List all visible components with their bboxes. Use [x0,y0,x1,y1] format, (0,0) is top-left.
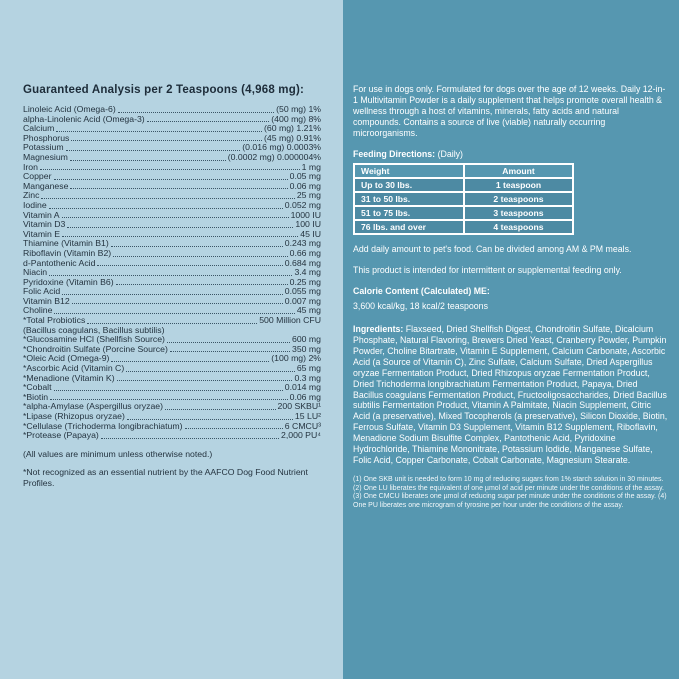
nutrient-name: Manganese [23,180,69,191]
analysis-row [23,383,321,393]
feeding-table-row [354,178,573,192]
dotted-leader [118,112,274,113]
nutrient-value: 0.055 mg [284,286,321,297]
nutrient-value: 100 IU [295,219,321,230]
feeding-directions-table [353,163,574,235]
nutrient-name: Riboflavin (Vitamin B2) [23,247,112,258]
dotted-leader [116,284,288,285]
enzyme-unit-footnotes: (1) One SKB unit is needed to form 10 mg of reducing sugars from 1% starch solution in 30 minutes. (2) One LU liberates the equivalent of one µmol of acid per minute under the conditions of the assay. (3) One CMCU liberates one µmol of reducing sugar per minute under the conditions of the assay. (4) One PU liberates one microgram of tyrosine per hour under the conditions of the assay. [353,475,667,510]
dotted-leader [54,313,294,314]
analysis-row [23,297,321,307]
nutrient-name: *Cellulase (Trichoderma longibrachiatum) [23,420,183,431]
analysis-row [23,278,321,288]
analysis-row [23,374,321,384]
nutrient-name: alpha-Linolenic Acid (Omega-3) [23,113,145,124]
feeding-directions-heading [353,149,668,160]
guaranteed-analysis-title: Guaranteed Analysis per 2 Teaspoons (4,968 mg): [23,84,305,96]
nutrient-value: 200 SKBU¹ [277,401,321,412]
analysis-row [23,431,321,441]
nutrient-value: 0.06 mg [289,180,321,191]
dotted-leader [62,294,283,295]
analysis-row [23,182,321,192]
nutrient-value: (100 mg) 2% [271,353,321,364]
ingredients-label: Ingredients: [353,324,404,335]
dotted-leader [71,140,262,141]
feeding-table-cell: 3 teaspoons [464,206,573,220]
nutrient-value: (0.016 mg) 0.0003% [242,142,321,153]
nutrient-value: (50 mg) 1% [276,104,321,114]
feeding-table-cell: 31 to 50 lbs. [354,192,464,206]
nutrient-name: Phosphorus [23,132,70,143]
nutrient-name: Zinc [23,190,40,201]
dotted-leader [49,275,292,276]
feeding-table-header-cell: Weight [354,164,464,178]
nutrient-value: 3.4 mg [294,267,321,278]
dotted-leader [56,131,262,132]
nutrient-name: Folic Acid [23,286,61,297]
aafco-note: *Not recognized as an essential nutrient by the AAFCO Dog Food Nutrient Profiles. [23,467,308,488]
nutrient-name: Choline [23,305,53,316]
nutrient-name: Thiamine (Vitamin B1) [23,238,109,249]
calorie-content-label: Calorie Content (Calculated) ME: [353,286,490,297]
nutrient-value: 0.243 mg [284,238,321,249]
feeding-table-body [354,178,573,234]
nutrient-value: (60 mg) 1.21% [264,123,321,134]
nutrient-value: 25 mg [296,190,321,201]
nutrient-name: *Ascorbic Acid (Vitamin C) [23,363,125,374]
ingredients-paragraph [353,324,668,466]
nutrient-name: Potassium [23,142,64,153]
feeding-table-cell: 4 teaspoons [464,220,573,234]
dotted-leader [127,419,293,420]
feeding-table-cell: 2 teaspoons [464,192,573,206]
dotted-leader [70,188,287,189]
nutrient-value: 0.3 mg [294,372,321,383]
dotted-leader [54,390,283,391]
nutrient-value: (0.0002 mg) 0.000004% [227,151,321,162]
dotted-leader [70,160,226,161]
add-daily-text: Add daily amount to pet's food. Can be divided among AM & PM meals. [353,244,632,255]
nutrient-value: 600 mg [292,334,321,345]
dotted-leader [40,169,300,170]
nutrient-name: Pyridoxine (Vitamin B6) [23,276,114,287]
analysis-row [23,201,321,211]
nutrient-value: 65 mg [296,363,321,374]
feeding-table-cell: 1 teaspoon [464,178,573,192]
ingredients-text: Flaxseed, Dried Shellfish Digest, Chondroitin Sulfate, Dicalcium Phosphate, Natural Flavoring, Brewers Dried Yeast, Cranberry Powder, Pumpkin Powder, Choline Bitartrate, Vitamin E Supplement, Calcium Carbonate, Ascorbic Acid (a Source of Vitamin C), Zinc Sulfate, Calcium Sulfate, Dried Aspergillus oryzae Fermentation Product, Dried Rhizopus oryzae Fermentation Product, Dried Trichoderma longibrachiatum Fermentation Product, Papaya, Dried Bacillus coagulans Fermentation Product, Fructooligosaccharides, Dried Bacillus subtilis Fermentation Product, Vitamin A Palmitate, Niacin Supplement, Citric Acid (a preservative), Mixed Tocopherols (a preservative), Silicon Dioxide, Biotin, Ferrous Sulfate, Vitamin D3 Supplement, Vitamin B12 Supplement, Riboflavin, Menadione Sodium Bisulfite Complex, Pantothenic Acid, Pyridoxine Hydrochloride, Thiamine Mononitrate, Potassium Iodide, Manganese Sulfate, Folic Acid, Copper Carbonate, Cobalt Carbonate, Magnesium Stearate. [353,324,668,465]
nutrient-name: (Bacillus coagulans, Bacillus subtilis) [23,324,165,335]
dotted-leader [62,217,289,218]
nutrient-name: Magnesium [23,151,68,162]
feeding-directions-label: Feeding Directions: [353,148,436,159]
minimum-values-note: (All values are minimum unless otherwise noted.) [23,448,213,459]
nutrient-value: 45 IU [300,228,321,239]
nutrient-name: *Chondroitin Sulfate (Porcine Source) [23,343,168,354]
nutrient-name: Copper [23,171,52,182]
dotted-leader [41,198,294,199]
analysis-row [23,163,321,173]
dotted-leader [185,428,283,429]
dotted-leader [113,256,287,257]
nutrient-value: 1 mg [301,161,321,172]
nutrient-value: 6 CMCU³ [284,420,321,431]
dotted-leader [147,121,270,122]
dotted-leader [66,150,241,151]
analysis-row [23,191,321,201]
analysis-row [23,259,321,269]
dotted-leader [87,323,257,324]
dotted-leader [97,265,282,266]
feeding-table-cell: 51 to 75 lbs. [354,206,464,220]
nutrient-name: Iodine [23,199,47,210]
dotted-leader [170,351,290,352]
product-intro-text: For use in dogs only. Formulated for dogs over the age of 12 weeks. Daily 12-in-1 Multivitamin Powder is a daily supplement that helps promote overall health & wellness through a host of vitamins, minerals, fatty acids and natural compounds. Contains a source of live (viable) naturally occurring microorganisms. [353,84,666,138]
analysis-row [23,153,321,163]
feeding-table-cell: Up to 30 lbs. [354,178,464,192]
dotted-leader [101,438,279,439]
dotted-leader [111,246,283,247]
dotted-leader [117,380,293,381]
nutrient-name: d-Pantothenic Acid [23,257,96,268]
nutrient-name: Calcium [23,123,55,134]
directions-panel [343,0,679,679]
nutrient-value: 1000 IU [290,209,321,220]
nutrient-value: 0.66 mg [289,247,321,258]
feeding-table-row [354,220,573,234]
nutrient-name: *Menadione (Vitamin K) [23,372,115,383]
nutrient-value: 15 LU² [294,411,321,421]
nutrient-name: Vitamin D3 [23,219,66,230]
dotted-leader [50,399,287,400]
nutrient-value: 0.052 mg [284,199,321,210]
nutrient-value: 0.007 mg [284,295,321,306]
analysis-row [23,211,321,221]
nutrient-name: Vitamin A [23,209,60,220]
nutrient-value: 0.25 mg [289,276,321,287]
dotted-leader [62,236,298,237]
nutrient-value: (400 mg) 8% [271,113,321,124]
feeding-table-header-cell: Amount [464,164,573,178]
nutrient-value: 45 mg [296,305,321,316]
dotted-leader [49,208,283,209]
nutrient-name: *Lipase (Rhizopus oryzae) [23,411,125,421]
intermittent-feeding-text: This product is intended for intermittent or supplemental feeding only. [353,265,622,276]
nutrient-value: 0.014 mg [284,382,321,393]
nutrient-name: Iron [23,161,38,172]
nutrient-name: Vitamin B12 [23,295,70,306]
nutrient-name: *alpha-Amylase (Aspergillus oryzae) [23,401,164,412]
feeding-table-header-row [354,164,573,178]
calorie-content-value: 3,600 kcal/kg, 18 kcal/2 teaspoons [353,301,488,312]
dotted-leader [67,227,293,228]
feeding-table-row [354,192,573,206]
dotted-leader [165,409,276,410]
nutrient-value: 0.05 mg [289,171,321,182]
nutrient-name: *Total Probiotics [23,315,86,326]
nutrient-name: *Cobalt [23,382,52,393]
nutrient-value: 0.06 mg [289,391,321,402]
dotted-leader [126,371,295,372]
nutrient-value: (45 mg) 0.91% [264,132,321,143]
nutrient-value: 350 mg [292,343,321,354]
nutrient-value: 0.684 mg [284,257,321,268]
nutrient-name: *Biotin [23,391,49,402]
nutrient-name: Vitamin E [23,228,61,239]
dotted-leader [72,303,283,304]
feeding-directions-suffix: (Daily) [435,148,463,159]
dotted-leader [54,179,288,180]
nutrient-name: *Glucosamine HCl (Shellfish Source) [23,334,165,345]
guaranteed-analysis-list [23,105,321,441]
feeding-table-row [354,206,573,220]
nutrient-value: 500 Million CFU [259,315,321,326]
dotted-leader [167,342,290,343]
nutrient-name: Linoleic Acid (Omega-6) [23,104,116,114]
analysis-row [23,220,321,230]
nutrient-name: *Oleic Acid (Omega-9) [23,353,110,364]
nutrient-value: 2,000 PU⁴ [281,430,321,441]
nutrient-name: *Protease (Papaya) [23,430,99,441]
dotted-leader [111,361,269,362]
feeding-table-head [354,164,573,178]
feeding-table-cell: 76 lbs. and over [354,220,464,234]
nutrient-name: Niacin [23,267,48,278]
